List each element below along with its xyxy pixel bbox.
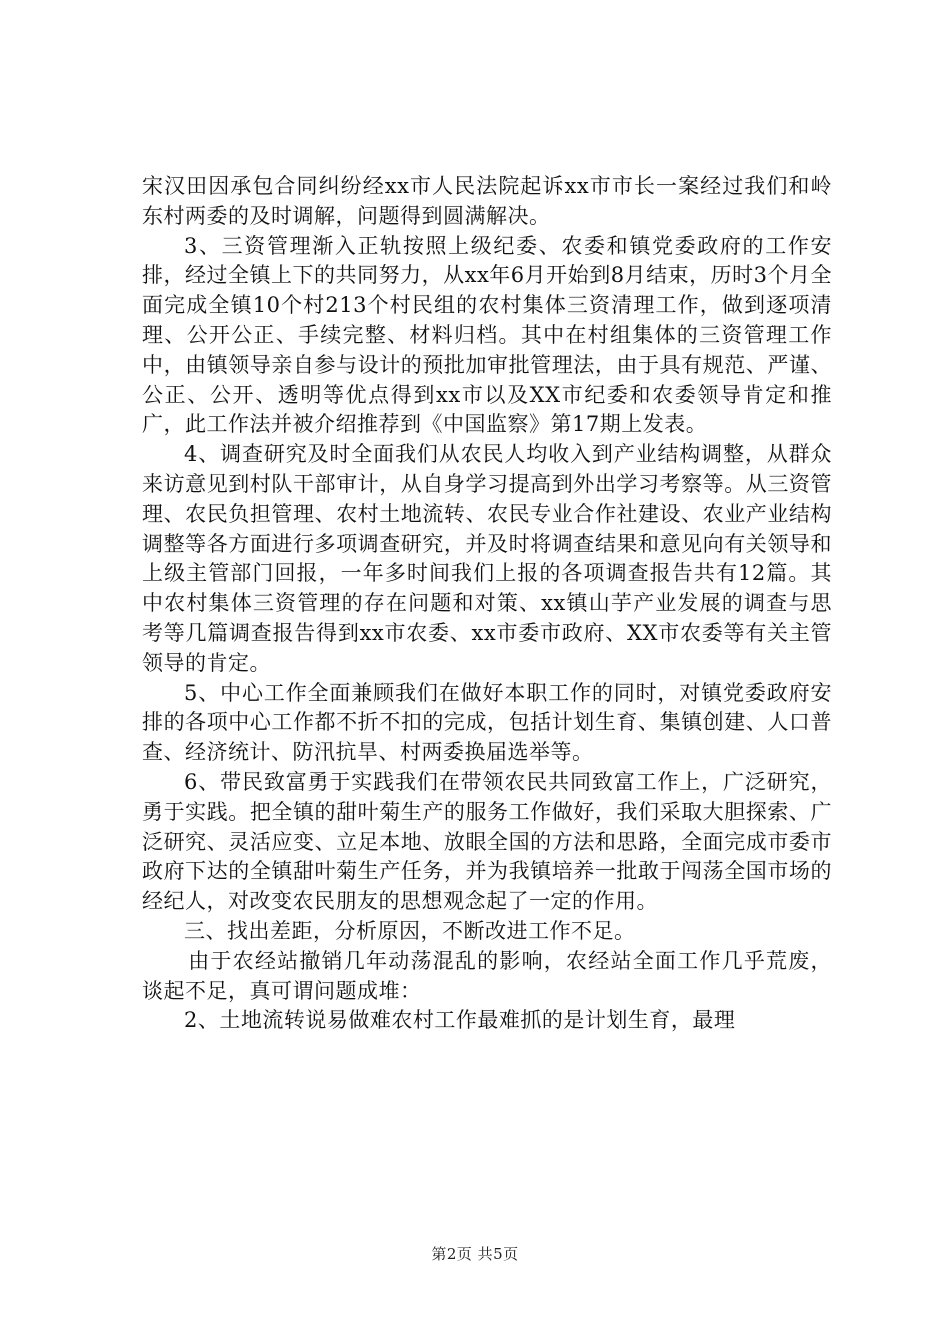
section-heading-3: 三、找出差距，分析原因，不断改进工作不足。 — [184, 918, 636, 943]
document-body — [142, 172, 832, 1036]
paragraph-item-6: 6、带民致富勇于实践我们在带领农民共同致富工作上，广泛研究，勇于实践。把全镇的甜叶菊生产的服务工作做好，我们采取大胆探索、广泛研究、灵活应变、立足本地、放眼全国的方法和思路，全面完成市委市政府下达的全镇甜叶菊生产任务，并为我镇培养一批敢于闯荡全国市场的经纪人，对改变农民朋友的思想观念起了一定的作用。 — [142, 769, 832, 914]
paragraph-item-5: 5、中心工作全面兼顾我们在做好本职工作的同时，对镇党委政府安排的各项中心工作都不折不扣的完成，包括计划生育、集镇创建、人口普查、经济统计、防汛抗旱、村两委换届选举等。 — [142, 680, 832, 765]
paragraph-item-3: 3、三资管理渐入正轨按照上级纪委、农委和镇党委政府的工作安排，经过全镇上下的共同努力，从xx年6月开始到8月结束，历时3个月全面完成全镇10个村213个村民组的农村集体三资清理工作，做到逐项清理、公开公正、手续完整、材料归档。其中在村组集体的三资管理工作中，由镇领导亲自参与设计的预批加审批管理法，由于具有规范、严谨、公正、公开、透明等优点得到xx市以及XX市纪委和农委领导肯定和推广，此工作法并被介绍推荐到《中国监察》第17期上发表。 — [142, 233, 832, 437]
paragraph-shortcomings-intro: 由于农经站撤销几年动荡混乱的影响，农经站全面工作几乎荒废，谈起不足，真可谓问题成堆： — [142, 948, 832, 1003]
paragraph-item-2: 2、土地流转说易做难农村工作最难抓的是计划生育，最理 — [184, 1008, 736, 1033]
page-number-footer: 第2页 共5页 — [431, 1245, 519, 1263]
paragraph-item-4: 4、调查研究及时全面我们从农民人均收入到产业结构调整，从群众来访意见到村队干部审计，从自身学习提高到外出学习考察等。从三资管理、农民负担管理、农村土地流转、农民专业合作社建设、农业产业结构调整等各方面进行多项调查研究，并及时将调查结果和意见向有关领导和上级主管部门回报，一年多时间我们上报的各项调查报告共有12篇。其中农村集体三资管理的存在问题和对策、xx镇山芋产业发展的调查与思考等几篇调查报告得到xx市农委、xx市委市政府、XX市农委等有关主管领导的肯定。 — [142, 442, 832, 675]
paragraph-continuation: 宋汉田因承包合同纠纷经xx市人民法院起诉xx市市长一案经过我们和岭东村两委的及时调解，问题得到圆满解决。 — [142, 174, 832, 228]
